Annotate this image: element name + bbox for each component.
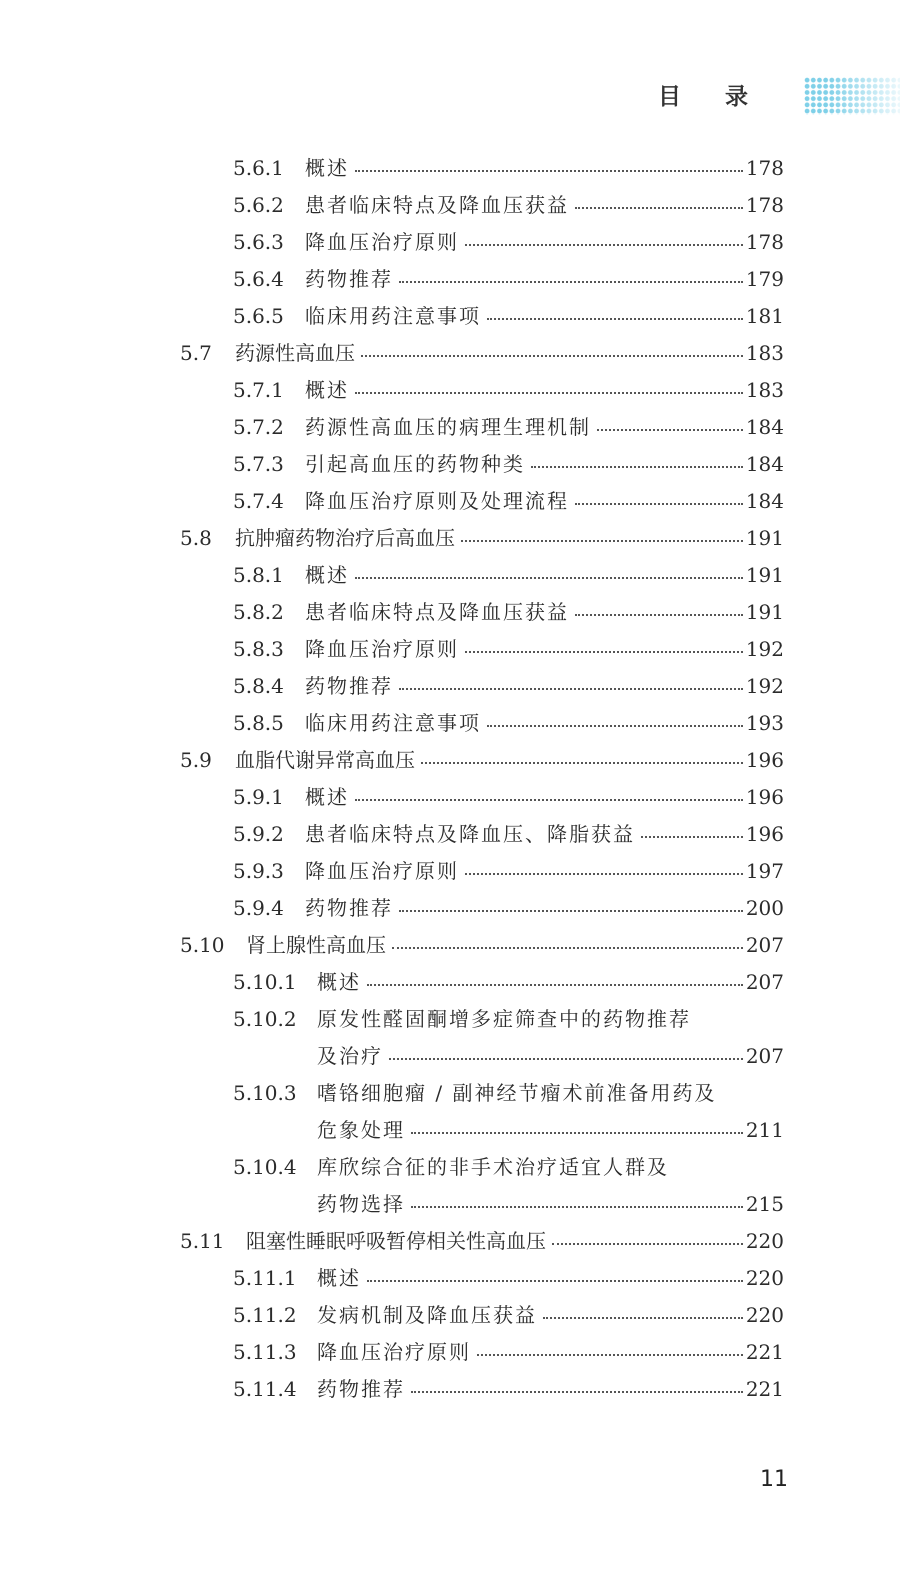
toc-entry-page: 191 bbox=[745, 600, 784, 624]
toc-entry[interactable] bbox=[233, 1260, 784, 1297]
toc-entry-number: 5.8.5 bbox=[233, 711, 284, 735]
toc-entry[interactable] bbox=[233, 409, 784, 446]
toc-entry[interactable] bbox=[233, 1001, 784, 1038]
toc-entry-title: 降血压治疗原则 bbox=[305, 859, 459, 883]
toc-entry[interactable] bbox=[233, 372, 784, 409]
toc-entry-number: 5.7 bbox=[180, 341, 212, 365]
running-header bbox=[0, 68, 900, 120]
dot-leader bbox=[575, 502, 743, 505]
toc-entry[interactable] bbox=[233, 557, 784, 594]
toc-entry-number: 5.7.3 bbox=[233, 452, 284, 476]
toc-entry-page: 192 bbox=[745, 674, 784, 698]
dot-leader bbox=[597, 428, 743, 431]
dot-leader bbox=[575, 613, 743, 616]
dot-leader bbox=[355, 169, 743, 172]
toc-entry-page: 197 bbox=[745, 859, 784, 883]
dot-leader bbox=[641, 835, 743, 838]
toc-entry[interactable] bbox=[233, 1149, 784, 1186]
toc-entry[interactable] bbox=[233, 668, 784, 705]
toc-entry-title: 库欣综合征的非手术治疗适宜人群及 bbox=[317, 1155, 669, 1179]
toc-entry-title: 临床用药注意事项 bbox=[305, 304, 481, 328]
toc-entry[interactable] bbox=[233, 298, 784, 335]
toc-entry-title: 概述 bbox=[317, 1266, 361, 1290]
dot-leader bbox=[575, 206, 743, 209]
toc-entry[interactable] bbox=[233, 224, 784, 261]
toc-entry-title: 嗜铬细胞瘤 / 副神经节瘤术前准备用药及 bbox=[317, 1081, 717, 1105]
toc-entry[interactable] bbox=[233, 964, 784, 1001]
toc-entry[interactable] bbox=[233, 1038, 784, 1075]
dot-leader bbox=[389, 1057, 743, 1060]
toc-entry[interactable] bbox=[233, 594, 784, 631]
toc-entry-number: 5.6.4 bbox=[233, 267, 284, 291]
dot-leader bbox=[367, 1279, 743, 1282]
toc-entry[interactable] bbox=[233, 1297, 784, 1334]
dot-leader bbox=[465, 872, 743, 875]
toc-entry-page: 183 bbox=[745, 378, 784, 402]
dot-leader bbox=[355, 798, 743, 801]
toc-entry-title: 概述 bbox=[305, 563, 349, 587]
toc-entry[interactable] bbox=[233, 150, 784, 187]
toc-entry-page: 179 bbox=[745, 267, 784, 291]
dot-leader bbox=[399, 280, 743, 283]
dot-leader bbox=[552, 1242, 743, 1245]
toc-entry-number: 5.10.4 bbox=[233, 1155, 297, 1179]
toc-entry-number: 5.6.1 bbox=[233, 156, 284, 180]
dot-leader bbox=[411, 1390, 743, 1393]
toc-entry-page: 193 bbox=[745, 711, 784, 735]
toc-entry-number: 5.11.3 bbox=[233, 1340, 297, 1364]
toc-entry-page: 184 bbox=[745, 415, 784, 439]
toc-entry-title: 药物推荐 bbox=[317, 1377, 405, 1401]
toc-entry-title: 原发性醛固酮增多症筛查中的药物推荐 bbox=[317, 1007, 691, 1031]
toc-entry-title: 概述 bbox=[305, 378, 349, 402]
toc-entry[interactable] bbox=[180, 927, 784, 964]
toc-entry-page: 220 bbox=[745, 1303, 784, 1327]
toc-entry-number: 5.7.2 bbox=[233, 415, 284, 439]
toc-entry-title: 概述 bbox=[317, 970, 361, 994]
toc-entry-page: 220 bbox=[745, 1229, 784, 1253]
toc-entry-page: 192 bbox=[745, 637, 784, 661]
toc-entry-number: 5.7.4 bbox=[233, 489, 284, 513]
toc-entry-number: 5.11.2 bbox=[233, 1303, 297, 1327]
toc-entry-page: 221 bbox=[745, 1340, 784, 1364]
dot-leader bbox=[411, 1205, 743, 1208]
toc-entry-page: 221 bbox=[745, 1377, 784, 1401]
toc-entry-title: 药物推荐 bbox=[305, 674, 393, 698]
toc-entry-title: 降血压治疗原则及处理流程 bbox=[305, 489, 569, 513]
toc-entry-page: 200 bbox=[745, 896, 784, 920]
toc-entry[interactable] bbox=[233, 261, 784, 298]
dot-leader bbox=[399, 909, 743, 912]
toc-entry-number: 5.9.4 bbox=[233, 896, 284, 920]
dot-leader bbox=[355, 576, 743, 579]
toc-entry-title-continued: 危象处理 bbox=[317, 1118, 405, 1142]
toc-entry-number: 5.9.2 bbox=[233, 822, 284, 846]
toc-entry-page: 178 bbox=[745, 193, 784, 217]
toc-entry-page: 220 bbox=[745, 1266, 784, 1290]
dot-leader bbox=[465, 650, 743, 653]
dot-leader bbox=[355, 391, 743, 394]
toc-entry-title: 抗肿瘤药物治疗后高血压 bbox=[235, 526, 455, 550]
toc-entry[interactable] bbox=[180, 742, 784, 779]
toc-entry-number: 5.10.2 bbox=[233, 1007, 297, 1031]
toc-entry-number: 5.9.1 bbox=[233, 785, 284, 809]
dot-leader bbox=[487, 724, 743, 727]
toc-entry-number: 5.11.4 bbox=[233, 1377, 297, 1401]
toc-entry[interactable] bbox=[233, 816, 784, 853]
toc-entry-title: 概述 bbox=[305, 156, 349, 180]
toc-entry-title: 患者临床特点及降血压获益 bbox=[305, 600, 569, 624]
toc-entry[interactable] bbox=[233, 779, 784, 816]
toc-entry-title: 药物推荐 bbox=[305, 267, 393, 291]
dot-leader bbox=[531, 465, 743, 468]
toc-entry[interactable] bbox=[180, 1223, 784, 1260]
toc-entry-number: 5.6.5 bbox=[233, 304, 284, 328]
header-title: 目录 bbox=[658, 84, 792, 110]
toc-entry-title: 引起高血压的药物种类 bbox=[305, 452, 525, 476]
toc-entry-title-continued: 药物选择 bbox=[317, 1192, 405, 1216]
toc-entry-number: 5.8.1 bbox=[233, 563, 284, 587]
toc-entry-page: 191 bbox=[745, 526, 784, 550]
toc-entry-number: 5.9.3 bbox=[233, 859, 284, 883]
toc-entry-title: 概述 bbox=[305, 785, 349, 809]
toc-entry-title: 发病机制及降血压获益 bbox=[317, 1303, 537, 1327]
toc-entry[interactable] bbox=[233, 1371, 784, 1408]
toc-entry-title: 血脂代谢异常高血压 bbox=[235, 748, 415, 772]
toc-entry-title: 肾上腺性高血压 bbox=[246, 933, 386, 957]
toc-entry[interactable] bbox=[233, 1186, 784, 1223]
toc-entry-page: 184 bbox=[745, 452, 784, 476]
toc-entry-number: 5.6.3 bbox=[233, 230, 284, 254]
toc-entry-page: 178 bbox=[745, 156, 784, 180]
toc-entry-page: 196 bbox=[745, 785, 784, 809]
dot-leader bbox=[421, 761, 743, 764]
toc-entry-number: 5.6.2 bbox=[233, 193, 284, 217]
toc-entry-page: 215 bbox=[745, 1192, 784, 1216]
toc-entry[interactable] bbox=[233, 446, 784, 483]
toc-entry-number: 5.11 bbox=[180, 1229, 225, 1253]
toc-entry[interactable] bbox=[233, 483, 784, 520]
toc-entry[interactable] bbox=[233, 1334, 784, 1371]
toc-entry-page: 184 bbox=[745, 489, 784, 513]
toc-entry-title: 患者临床特点及降血压获益 bbox=[305, 193, 569, 217]
toc-entry-number: 5.7.1 bbox=[233, 378, 284, 402]
toc-entry-title: 降血压治疗原则 bbox=[305, 230, 459, 254]
toc-entry-page: 196 bbox=[745, 822, 784, 846]
toc-entry-number: 5.11.1 bbox=[233, 1266, 297, 1290]
toc-entry-page: 207 bbox=[745, 933, 784, 957]
toc-entry-number: 5.10.3 bbox=[233, 1081, 297, 1105]
page-number: 11 bbox=[760, 1467, 788, 1492]
toc-entry-page: 207 bbox=[745, 970, 784, 994]
dot-leader bbox=[465, 243, 743, 246]
toc-entry-title: 降血压治疗原则 bbox=[305, 637, 459, 661]
toc-entry-number: 5.8.2 bbox=[233, 600, 284, 624]
toc-entry[interactable] bbox=[233, 890, 784, 927]
toc-entry-number: 5.10 bbox=[180, 933, 225, 957]
toc-entry-page: 183 bbox=[745, 341, 784, 365]
toc-entry[interactable] bbox=[233, 1112, 784, 1149]
toc-entry-page: 178 bbox=[745, 230, 784, 254]
dot-leader bbox=[411, 1131, 743, 1134]
dot-leader bbox=[399, 687, 743, 690]
toc-entry-page: 196 bbox=[745, 748, 784, 772]
toc-entry[interactable] bbox=[233, 187, 784, 224]
toc-entry-title: 患者临床特点及降血压、降脂获益 bbox=[305, 822, 635, 846]
toc-entry-number: 5.8.4 bbox=[233, 674, 284, 698]
toc-entry-title: 药源性高血压的病理生理机制 bbox=[305, 415, 591, 439]
toc-entry-page: 207 bbox=[745, 1044, 784, 1068]
toc-entry-title: 药源性高血压 bbox=[235, 341, 355, 365]
dot-leader bbox=[392, 946, 743, 949]
dot-leader bbox=[461, 539, 743, 542]
toc-entry[interactable] bbox=[233, 853, 784, 890]
toc-entry-number: 5.9 bbox=[180, 748, 212, 772]
toc-entry-title: 降血压治疗原则 bbox=[317, 1340, 471, 1364]
toc-entry-number: 5.8.3 bbox=[233, 637, 284, 661]
toc-entry[interactable] bbox=[233, 705, 784, 742]
toc-entry-page: 191 bbox=[745, 563, 784, 587]
toc-entry-page: 211 bbox=[745, 1118, 784, 1142]
toc-entry[interactable] bbox=[180, 520, 784, 557]
toc-entry-number: 5.8 bbox=[180, 526, 212, 550]
toc-entry-page: 181 bbox=[745, 304, 784, 328]
dot-leader bbox=[361, 354, 743, 357]
toc-entry-title: 临床用药注意事项 bbox=[305, 711, 481, 735]
toc-entry[interactable] bbox=[233, 631, 784, 668]
toc-entry[interactable] bbox=[180, 335, 784, 372]
toc-entry[interactable] bbox=[233, 1075, 784, 1112]
toc-entry-title: 阻塞性睡眠呼吸暂停相关性高血压 bbox=[246, 1229, 546, 1253]
dot-pattern-decoration bbox=[804, 77, 900, 115]
toc-entry-number: 5.10.1 bbox=[233, 970, 297, 994]
toc-entry-title-continued: 及治疗 bbox=[317, 1044, 383, 1068]
toc-entry-title: 药物推荐 bbox=[305, 896, 393, 920]
dot-leader bbox=[543, 1316, 743, 1319]
dot-leader bbox=[367, 983, 743, 986]
dot-leader bbox=[477, 1353, 743, 1356]
dot-leader bbox=[487, 317, 743, 320]
